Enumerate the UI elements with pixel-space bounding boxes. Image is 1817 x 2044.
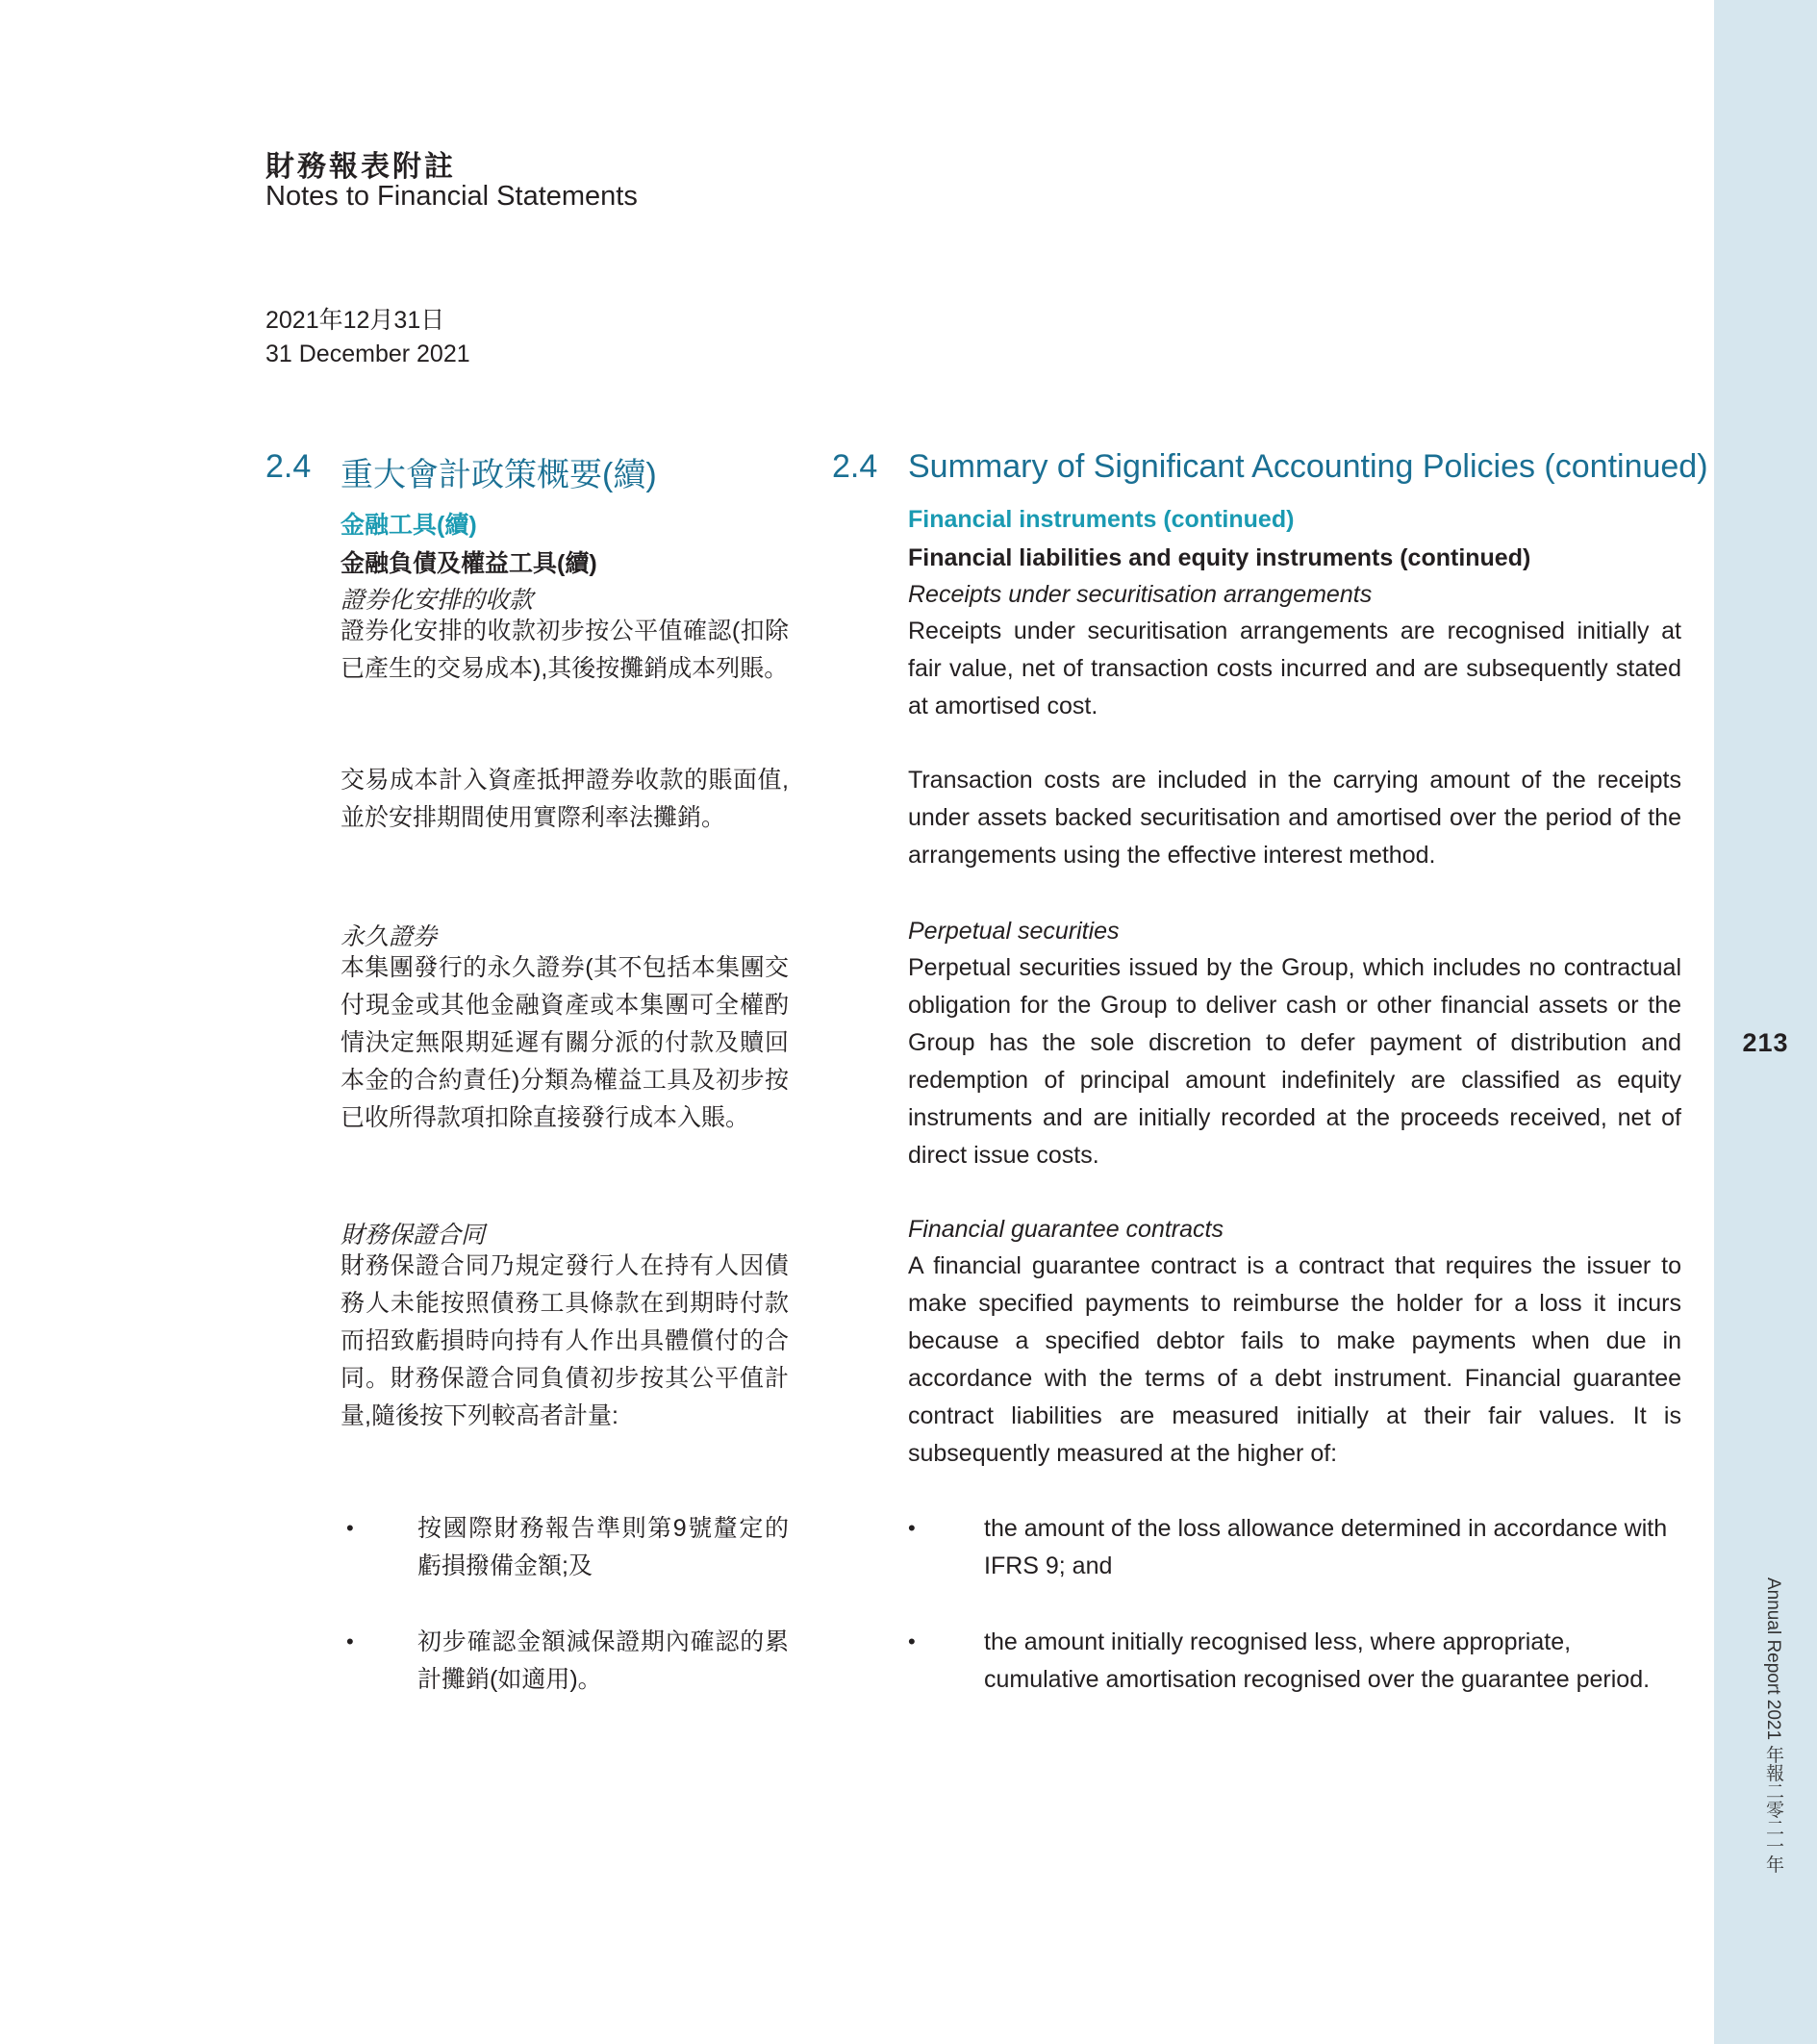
header-title-en: Notes to Financial Statements bbox=[265, 181, 638, 212]
page-number: 213 bbox=[1742, 1028, 1789, 1057]
zh-bullet-2: 初步確認金額減保證期內確認的累計攤銷(如適用)。 bbox=[417, 1628, 789, 1693]
zh-subheading-financial-instruments: 金融工具(續) bbox=[341, 512, 477, 539]
section-number-en: 2.4 bbox=[832, 448, 878, 485]
zh-heading-perpetual: 永久證券 bbox=[341, 923, 438, 950]
en-paragraph-perpetual: Perpetual securities issued by the Group, which includes no contractual obligation for the Group to deliver cash or other financial assets or the Group has the sole discretion to defer payment of distribution and redemption of principal amount indefinitely are classified as equity instruments and are initially recorded at the proceeds received, net of direct issue costs. bbox=[908, 954, 1681, 1169]
header-title-zh: 財務報表附註 bbox=[265, 150, 456, 184]
date-zh: 2021年12月31日 bbox=[265, 307, 445, 334]
en-bullet-2: the amount initially recognised less, where appropriate, cumulative amortisation recognised over the guarantee period. bbox=[984, 1628, 1651, 1693]
date-en: 31 December 2021 bbox=[265, 341, 470, 367]
zh-subheading-liabilities-equity: 金融負債及權益工具(續) bbox=[341, 550, 597, 577]
section-title-zh: 重大會計政策概要(續) bbox=[341, 457, 657, 493]
zh-paragraph-securitisation: 證券化安排的收款初步按公平值確認(扣除已產生的交易成本),其後按攤銷成本列賬。 bbox=[341, 618, 789, 682]
en-heading-guarantee: Financial guarantee contracts bbox=[908, 1216, 1224, 1243]
en-bullet-1: the amount of the loss allowance determined in accordance with IFRS 9; and bbox=[984, 1515, 1668, 1579]
zh-heading-guarantee: 財務保證合同 bbox=[341, 1222, 486, 1249]
en-subheading-financial-instruments: Financial instruments (continued) bbox=[908, 506, 1295, 533]
en-bullet-1-marker: • bbox=[908, 1516, 916, 1540]
en-paragraph-securitisation: Receipts under securitisation arrangements are recognised initially at fair value, net of transaction costs incurred and are subsequently stated at amortised cost. bbox=[908, 618, 1681, 719]
section-number-zh: 2.4 bbox=[265, 448, 312, 485]
zh-heading-securitisation: 證券化安排的收款 bbox=[341, 587, 534, 614]
en-subheading-liabilities-equity: Financial liabilities and equity instruments (continued) bbox=[908, 544, 1531, 571]
zh-bullet-2-marker: • bbox=[346, 1629, 354, 1653]
zh-paragraph-perpetual: 本集團發行的永久證券(其不包括本集團交付現金或其他金融資產或本集團可全權酌情決定無限期延遲有關分派的付款及贖回本金的合約責任)分類為權益工具及初步按已收所得款項扣除直接發行成本入賬。 bbox=[341, 954, 789, 1131]
zh-bullet-1: 按國際財務報告準則第9號釐定的虧損撥備金額;及 bbox=[417, 1515, 789, 1579]
en-paragraph-guarantee: A financial guarantee contract is a contract that requires the issuer to make specified payments to reimburse the holder for a loss it incurs because a specified debtor fails to make payments when due in accordance with the terms of a debt instrument. Financial guarantee contract liabilities are measured initially at their fair values. It is subsequently measured at the higher of: bbox=[908, 1252, 1681, 1467]
zh-paragraph-guarantee: 財務保證合同乃規定發行人在持有人因債務人未能按照債務工具條款在到期時付款而招致虧損時向持有人作出具體償付的合同。財務保證合同負債初步按其公平值計量,隨後按下列較高者計量: bbox=[341, 1252, 789, 1429]
en-heading-perpetual: Perpetual securities bbox=[908, 918, 1120, 945]
en-paragraph-transaction-costs: Transaction costs are included in the carrying amount of the receipts under assets backed securitisation and amortised over the period of the arrangements using the effective interest method. bbox=[908, 767, 1681, 869]
section-title-en: Summary of Significant Accounting Policies (continued) bbox=[908, 448, 1708, 485]
zh-paragraph-transaction-costs: 交易成本計入資產抵押證券收款的賬面值,並於安排期間使用實際利率法攤銷。 bbox=[341, 767, 789, 831]
en-heading-securitisation: Receipts under securitisation arrangements bbox=[908, 581, 1373, 608]
zh-bullet-1-marker: • bbox=[346, 1516, 354, 1540]
en-bullet-2-marker: • bbox=[908, 1629, 916, 1653]
annual-report-label: Annual Report 2021 年報二零二一年 bbox=[1763, 1577, 1783, 1874]
